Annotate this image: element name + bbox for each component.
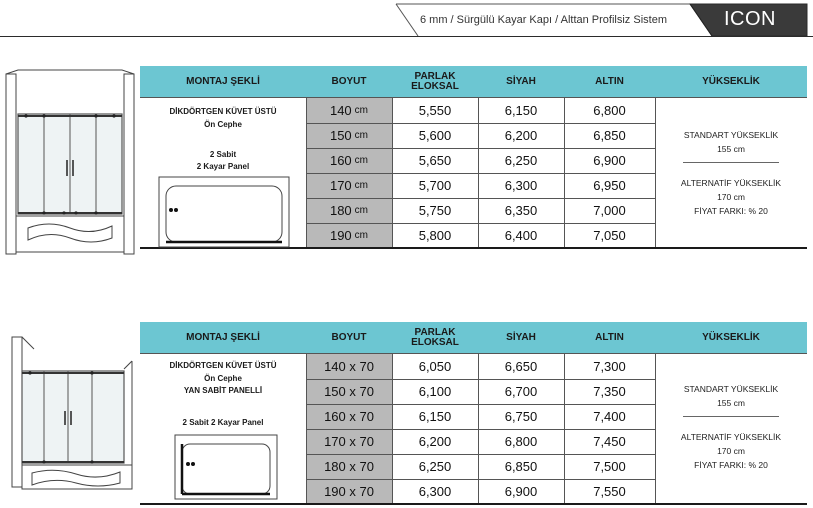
- size-cell: 140 cm: [329, 103, 369, 118]
- header-boyut: BOYUT: [331, 75, 367, 87]
- header-eloksal: ELOKSAL: [411, 80, 459, 92]
- price-altin: 7,400: [593, 409, 626, 424]
- size-cell: 150 x 70: [324, 384, 374, 399]
- header-parlak: PARLAK: [414, 326, 456, 338]
- table-row: [306, 148, 655, 173]
- table-row: [306, 429, 655, 454]
- price-altin: 7,500: [593, 459, 626, 474]
- table-row: [306, 173, 655, 198]
- montaj-side-panel: YAN SABİT PANELLİ: [183, 386, 263, 395]
- alternative-height-value: 170 cm: [717, 192, 745, 202]
- price-siyah: 6,850: [504, 459, 538, 474]
- header-altin: ALTIN: [595, 75, 624, 87]
- price-parlak: 5,550: [418, 103, 452, 118]
- montaj-side: Ön Cephe: [204, 120, 242, 129]
- size-cell: 150 cm: [329, 128, 369, 143]
- size-cell: 160 x 70: [324, 409, 374, 424]
- montaj-panels-fixed: 2 Sabit: [209, 150, 237, 159]
- price-altin: 7,000: [593, 203, 626, 218]
- table-body: [140, 353, 807, 505]
- header-parlak-eloksal: [392, 322, 478, 353]
- header-altin: ALTIN: [595, 331, 624, 343]
- price-altin: 7,350: [593, 384, 626, 399]
- price-altin: 6,950: [593, 178, 626, 193]
- price-siyah: 6,250: [504, 153, 538, 168]
- price-siyah: 6,650: [504, 359, 538, 374]
- table-row: [306, 354, 655, 379]
- price-parlak: 5,650: [418, 153, 452, 168]
- price-altin: 6,900: [593, 153, 626, 168]
- price-parlak: 5,800: [418, 228, 452, 243]
- price-parlak: 5,600: [418, 128, 452, 143]
- montaj-panels: 2 Sabit 2 Kayar Panel: [182, 418, 264, 427]
- price-parlak: 6,200: [418, 434, 452, 449]
- header-parlak-eloksal: [392, 66, 478, 97]
- price-difference: FİYAT FARKI: % 20: [694, 460, 768, 470]
- price-parlak: 5,700: [418, 178, 452, 193]
- price-siyah: 6,750: [504, 409, 538, 424]
- table-row: [306, 479, 655, 504]
- table-body: [140, 97, 807, 249]
- alternative-height-label: ALTERNATİF YÜKSEKLİK: [680, 178, 782, 188]
- price-altin: 6,850: [593, 128, 626, 143]
- price-siyah: 6,300: [504, 178, 538, 193]
- standard-height-label: STANDART YÜKSEKLİK: [683, 384, 779, 394]
- price-table-front: [140, 66, 807, 249]
- table-header: [140, 322, 807, 353]
- price-altin: 7,550: [593, 484, 626, 499]
- table-row: [306, 123, 655, 148]
- price-siyah: 6,900: [504, 484, 538, 499]
- table-row: [306, 223, 655, 248]
- shower-cabin-side-panel-illustration: [4, 333, 136, 493]
- height-divider: [683, 162, 779, 163]
- price-siyah: 6,400: [504, 228, 538, 243]
- price-siyah: 6,700: [504, 384, 538, 399]
- standard-height-value: 155 cm: [717, 144, 745, 154]
- montaj-type: DİKDÖRTGEN KÜVET ÜSTÜ: [169, 107, 277, 116]
- tub-top-view-icon: [158, 176, 290, 248]
- header-banner: [0, 0, 813, 40]
- montaj-side: Ön Cephe: [204, 374, 242, 383]
- price-altin: 7,300: [593, 359, 626, 374]
- table-row: [306, 379, 655, 404]
- price-parlak: 6,300: [418, 484, 452, 499]
- alternative-height-label: ALTERNATİF YÜKSEKLİK: [680, 432, 782, 442]
- header-yukseklik: YÜKSEKLİK: [702, 75, 760, 87]
- size-cell: 160 cm: [329, 153, 369, 168]
- header-montaj: MONTAJ ŞEKLİ: [186, 331, 260, 343]
- price-siyah: 6,800: [504, 434, 538, 449]
- price-parlak: 6,050: [418, 359, 452, 374]
- price-siyah: 6,200: [504, 128, 538, 143]
- shower-cabin-illustration: [4, 68, 136, 258]
- table-header: [140, 66, 807, 97]
- header-parlak: PARLAK: [414, 70, 456, 82]
- header-siyah: SİYAH: [506, 75, 536, 87]
- header-yukseklik: YÜKSEKLİK: [702, 331, 760, 343]
- height-info-cell: [655, 354, 807, 503]
- standard-height-label: STANDART YÜKSEKLİK: [683, 130, 779, 140]
- price-difference: FİYAT FARKI: % 20: [694, 206, 768, 216]
- price-altin: 7,450: [593, 434, 626, 449]
- price-altin: 7,050: [593, 228, 626, 243]
- standard-height-value: 155 cm: [717, 398, 745, 408]
- size-cell: 180 cm: [329, 203, 369, 218]
- header-siyah: SİYAH: [506, 331, 536, 343]
- table-row: [306, 454, 655, 479]
- header-rule: [0, 36, 813, 37]
- price-siyah: 6,150: [504, 103, 538, 118]
- size-cell: 140 x 70: [324, 359, 374, 374]
- size-cell: 170 cm: [329, 178, 369, 193]
- table-row: [306, 198, 655, 223]
- price-altin: 6,800: [593, 103, 626, 118]
- price-parlak: 5,750: [418, 203, 452, 218]
- header-boyut: BOYUT: [331, 331, 367, 343]
- price-siyah: 6,350: [504, 203, 538, 218]
- header-eloksal: ELOKSAL: [411, 336, 459, 348]
- alternative-height-value: 170 cm: [717, 446, 745, 456]
- size-cell: 190 cm: [329, 228, 369, 243]
- table-row: [306, 404, 655, 429]
- size-cell: 170 x 70: [324, 434, 374, 449]
- header-subtitle: 6 mm / Sürgülü Kayar Kapı / Alttan Profilsiz Sistem: [420, 14, 667, 26]
- height-info-cell: [655, 98, 807, 247]
- price-parlak: 6,150: [418, 409, 452, 424]
- price-table-side-panel: [140, 322, 807, 505]
- size-cell: 180 x 70: [324, 459, 374, 474]
- montaj-type: DİKDÖRTGEN KÜVET ÜSTÜ: [169, 361, 277, 370]
- price-parlak: 6,250: [418, 459, 452, 474]
- price-parlak: 6,100: [418, 384, 452, 399]
- height-divider: [683, 416, 779, 417]
- table-row: [306, 98, 655, 123]
- header-montaj: MONTAJ ŞEKLİ: [186, 75, 260, 87]
- brand-logo: ICON: [724, 8, 776, 30]
- size-cell: 190 x 70: [324, 484, 374, 499]
- montaj-panels-sliding: 2 Kayar Panel: [196, 162, 250, 171]
- tub-top-view-side-icon: [174, 434, 278, 500]
